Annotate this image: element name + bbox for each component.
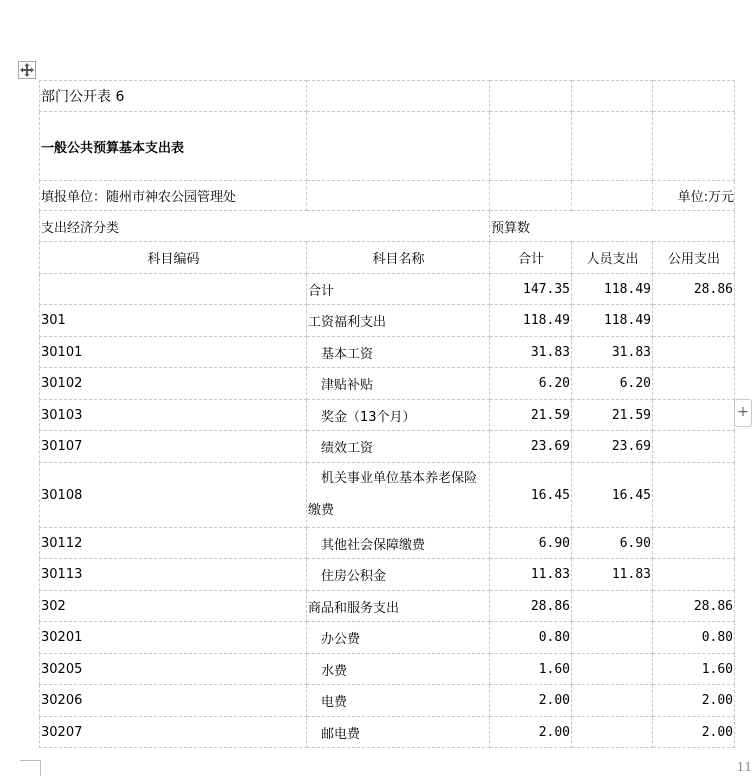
total-header: 合计 (490, 242, 572, 274)
table-row (40, 591, 735, 622)
row-total: 1.60 (490, 654, 572, 685)
row-personnel: 31.83 (572, 337, 653, 368)
row-public: 0.80 (653, 622, 735, 654)
row-name: 基本工资 (307, 337, 490, 368)
unit-row (40, 181, 735, 211)
column-header-row (40, 242, 735, 274)
budget-header: 预算数 (490, 211, 572, 242)
row-code: 30107 (40, 431, 307, 463)
row-public (653, 463, 735, 528)
row-personnel: 118.49 (572, 305, 653, 337)
table-row (40, 463, 735, 528)
row-name: 商品和服务支出 (307, 591, 490, 622)
row-public: 28.86 (653, 274, 735, 305)
row-personnel: 6.20 (572, 368, 653, 400)
table-row (40, 337, 735, 368)
row-personnel: 118.49 (572, 274, 653, 305)
table-row (40, 717, 735, 748)
table-row (40, 305, 735, 337)
reporting-unit: 填报单位：随州市神农公园管理处 (40, 181, 307, 211)
table-row (40, 431, 735, 463)
row-total: 16.45 (490, 463, 572, 528)
row-personnel (572, 622, 653, 654)
row-personnel: 21.59 (572, 400, 653, 431)
row-personnel (572, 717, 653, 748)
row-personnel: 23.69 (572, 431, 653, 463)
table-row (40, 528, 735, 559)
row-total: 2.00 (490, 685, 572, 717)
row-code: 30207 (40, 717, 307, 748)
row-code: 30112 (40, 528, 307, 559)
row-name: 电费 (307, 685, 490, 717)
row-total: 11.83 (490, 559, 572, 591)
table-number-row (40, 81, 735, 112)
row-code: 301 (40, 305, 307, 337)
row-name: 水费 (307, 654, 490, 685)
row-public (653, 559, 735, 591)
row-total: 0.80 (490, 622, 572, 654)
table-row (40, 274, 735, 305)
economic-class-header: 支出经济分类 (40, 211, 307, 242)
row-public (653, 337, 735, 368)
table-row (40, 654, 735, 685)
row-code: 302 (40, 591, 307, 622)
row-name: 合计 (307, 274, 490, 305)
row-total: 28.86 (490, 591, 572, 622)
row-code: 30201 (40, 622, 307, 654)
row-personnel: 11.83 (572, 559, 653, 591)
currency-unit: 单位:万元 (653, 181, 735, 211)
row-name: 绩效工资 (307, 431, 490, 463)
row-personnel: 6.90 (572, 528, 653, 559)
row-public (653, 528, 735, 559)
row-code: 30103 (40, 400, 307, 431)
row-public (653, 431, 735, 463)
public-header: 公用支出 (653, 242, 735, 274)
page-number: 11 (736, 760, 752, 774)
row-total: 23.69 (490, 431, 572, 463)
code-header: 科目编码 (40, 242, 307, 274)
move-arrows-icon (20, 63, 34, 77)
row-personnel (572, 591, 653, 622)
page-title: 一般公共预算基本支出表 (40, 112, 307, 181)
row-total: 6.90 (490, 528, 572, 559)
row-code (40, 274, 307, 305)
row-code: 30205 (40, 654, 307, 685)
row-name: 机关事业单位基本养老保险缴费 (307, 463, 490, 528)
table-row (40, 559, 735, 591)
row-personnel (572, 654, 653, 685)
group-header-row (40, 211, 735, 242)
add-row-plus-icon[interactable]: + (734, 399, 752, 427)
row-name: 奖金（13个月） (307, 400, 490, 431)
row-public (653, 368, 735, 400)
row-name: 邮电费 (307, 717, 490, 748)
table-row (40, 400, 735, 431)
row-code: 30108 (40, 463, 307, 528)
row-personnel: 16.45 (572, 463, 653, 528)
row-public (653, 305, 735, 337)
row-name: 住房公积金 (307, 559, 490, 591)
title-row (40, 112, 735, 181)
page-corner-mark (20, 760, 41, 776)
row-name: 其他社会保障缴费 (307, 528, 490, 559)
table-row (40, 368, 735, 400)
row-name: 工资福利支出 (307, 305, 490, 337)
row-total: 118.49 (490, 305, 572, 337)
row-public: 28.86 (653, 591, 735, 622)
data-rows (40, 274, 735, 748)
row-code: 30206 (40, 685, 307, 717)
budget-table (39, 80, 735, 748)
row-total: 21.59 (490, 400, 572, 431)
row-personnel (572, 685, 653, 717)
row-public: 1.60 (653, 654, 735, 685)
table-move-handle[interactable] (18, 61, 36, 79)
row-name: 办公费 (307, 622, 490, 654)
row-total: 147.35 (490, 274, 572, 305)
row-total: 2.00 (490, 717, 572, 748)
row-code: 30101 (40, 337, 307, 368)
row-code: 30102 (40, 368, 307, 400)
row-public: 2.00 (653, 717, 735, 748)
table-row (40, 622, 735, 654)
row-total: 6.20 (490, 368, 572, 400)
personnel-header: 人员支出 (572, 242, 653, 274)
row-code: 30113 (40, 559, 307, 591)
row-public (653, 400, 735, 431)
row-name: 津贴补贴 (307, 368, 490, 400)
row-total: 31.83 (490, 337, 572, 368)
table-row (40, 685, 735, 717)
name-header: 科目名称 (307, 242, 490, 274)
table-number: 部门公开表 6 (40, 81, 307, 112)
row-public: 2.00 (653, 685, 735, 717)
